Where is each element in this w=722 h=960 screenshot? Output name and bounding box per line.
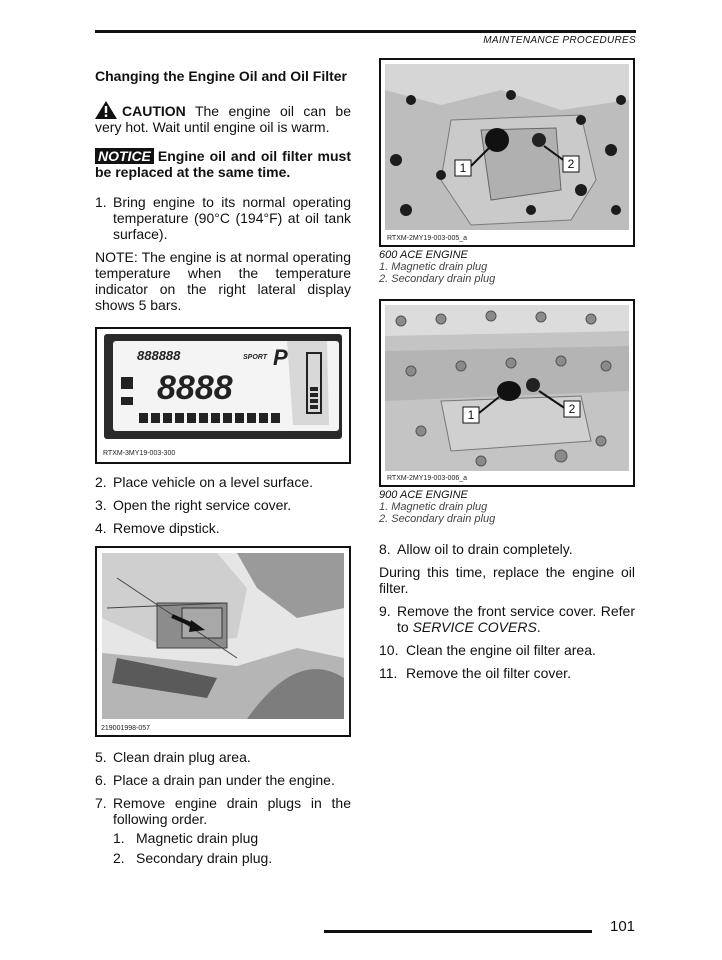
step-6: 6. Place a drain pan under the engine. <box>95 772 335 788</box>
lcd-gear: P <box>273 345 288 370</box>
figure-code: RTXM-3MY19-003-300 <box>103 450 176 457</box>
engine-900-illustration <box>381 301 633 485</box>
step-10: 10. Clean the engine oil filter area. <box>379 642 596 658</box>
fuel-icon <box>121 377 133 389</box>
service-covers-link[interactable]: SERVICE COVERS <box>412 619 537 635</box>
step-3: 3. Open the right service cover. <box>95 497 292 513</box>
header-rule <box>95 30 636 33</box>
engine-600-illustration <box>381 60 633 245</box>
step-5: 5. Clean drain plug area. <box>95 749 251 765</box>
section-heading: Changing the Engine Oil and Oil Filter <box>95 68 348 84</box>
left-column <box>95 68 351 870</box>
step-8: 8. Allow oil to drain completely. <box>379 541 573 557</box>
caption-900-item-1: 1. Magnetic drain plug <box>379 501 488 513</box>
figure-900-ace-engine <box>379 299 635 487</box>
caption-600-title: 600 ACE ENGINE <box>379 249 468 261</box>
figure-code: RTXM-2MY19-003-005_a <box>387 235 468 242</box>
figure-vehicle-service-area <box>95 546 351 737</box>
caption-900-title: 900 ACE ENGINE <box>379 489 468 501</box>
caution-label: CAUTION <box>122 103 186 119</box>
caption-600-item-2: 2. Secondary drain plug <box>379 273 496 285</box>
note-text: The engine is at normal operating temperature when the temperature indicator on the right lateral display shows 5 bars. <box>95 249 351 313</box>
callout-2: 2 <box>568 402 576 416</box>
magnetic-drain-plug <box>497 381 521 401</box>
temperature-icon <box>121 397 133 405</box>
secondary-drain-plug <box>526 378 540 392</box>
right-column <box>379 58 635 688</box>
notice-label: NOTICE <box>95 148 154 164</box>
lcd-odometer: 888888 <box>137 348 181 363</box>
caption-600-item-1: 1. Magnetic drain plug <box>379 261 488 273</box>
step-7: 7. Remove engine drain plugs in the following order. <box>95 795 351 827</box>
figure-code: RTXM-2MY19-003-006_a <box>387 475 468 482</box>
note-label: NOTE: <box>95 249 138 265</box>
figure-600-ace-engine <box>379 58 635 247</box>
caption-900-item-2: 2. Secondary drain plug <box>379 513 496 525</box>
page-number: 101 <box>610 918 636 935</box>
drain-paragraph: During this time, replace the engine oil filter. <box>379 564 635 596</box>
step-2: 2. Place vehicle on a level surface. <box>95 474 313 490</box>
caution-block <box>95 101 351 135</box>
callout-2: 2 <box>567 157 575 171</box>
secondary-drain-plug <box>532 133 546 147</box>
notice-text: Engine oil and oil filter must be replaced at the same time. <box>95 148 351 180</box>
instrument-display-illustration <box>97 329 349 462</box>
figure-code: 219001998-057 <box>101 725 151 732</box>
step-4: 4. Remove dipstick. <box>95 520 220 536</box>
step-1: 1. Bring engine to its normal operating temperature (90°C (194°F) at oil tank surface). <box>95 194 351 242</box>
figure-instrument-display <box>95 327 351 464</box>
footer-rule <box>324 930 592 933</box>
note-block <box>95 249 351 313</box>
step-9: 9. Remove the front service cover. Refer to SERVICE COVERS. <box>379 603 635 635</box>
lcd-speed-digits: 8888 <box>157 369 233 407</box>
running-header: MAINTENANCE PROCEDURES <box>483 35 636 46</box>
caution-warning-icon <box>95 101 117 119</box>
callout-1: 1 <box>467 408 475 422</box>
substep-2: 2. Secondary drain plug. <box>113 850 273 866</box>
notice-block <box>95 148 351 180</box>
callout-1: 1 <box>459 161 467 175</box>
lcd-sport-label: SPORT <box>243 354 267 361</box>
substep-1: 1. Magnetic drain plug <box>113 830 259 846</box>
vehicle-illustration <box>97 548 349 735</box>
caution-text: The engine oil can be very hot. Wait until engine oil is warm. <box>95 103 352 135</box>
step-11: 11. Remove the oil filter cover. <box>379 665 571 681</box>
